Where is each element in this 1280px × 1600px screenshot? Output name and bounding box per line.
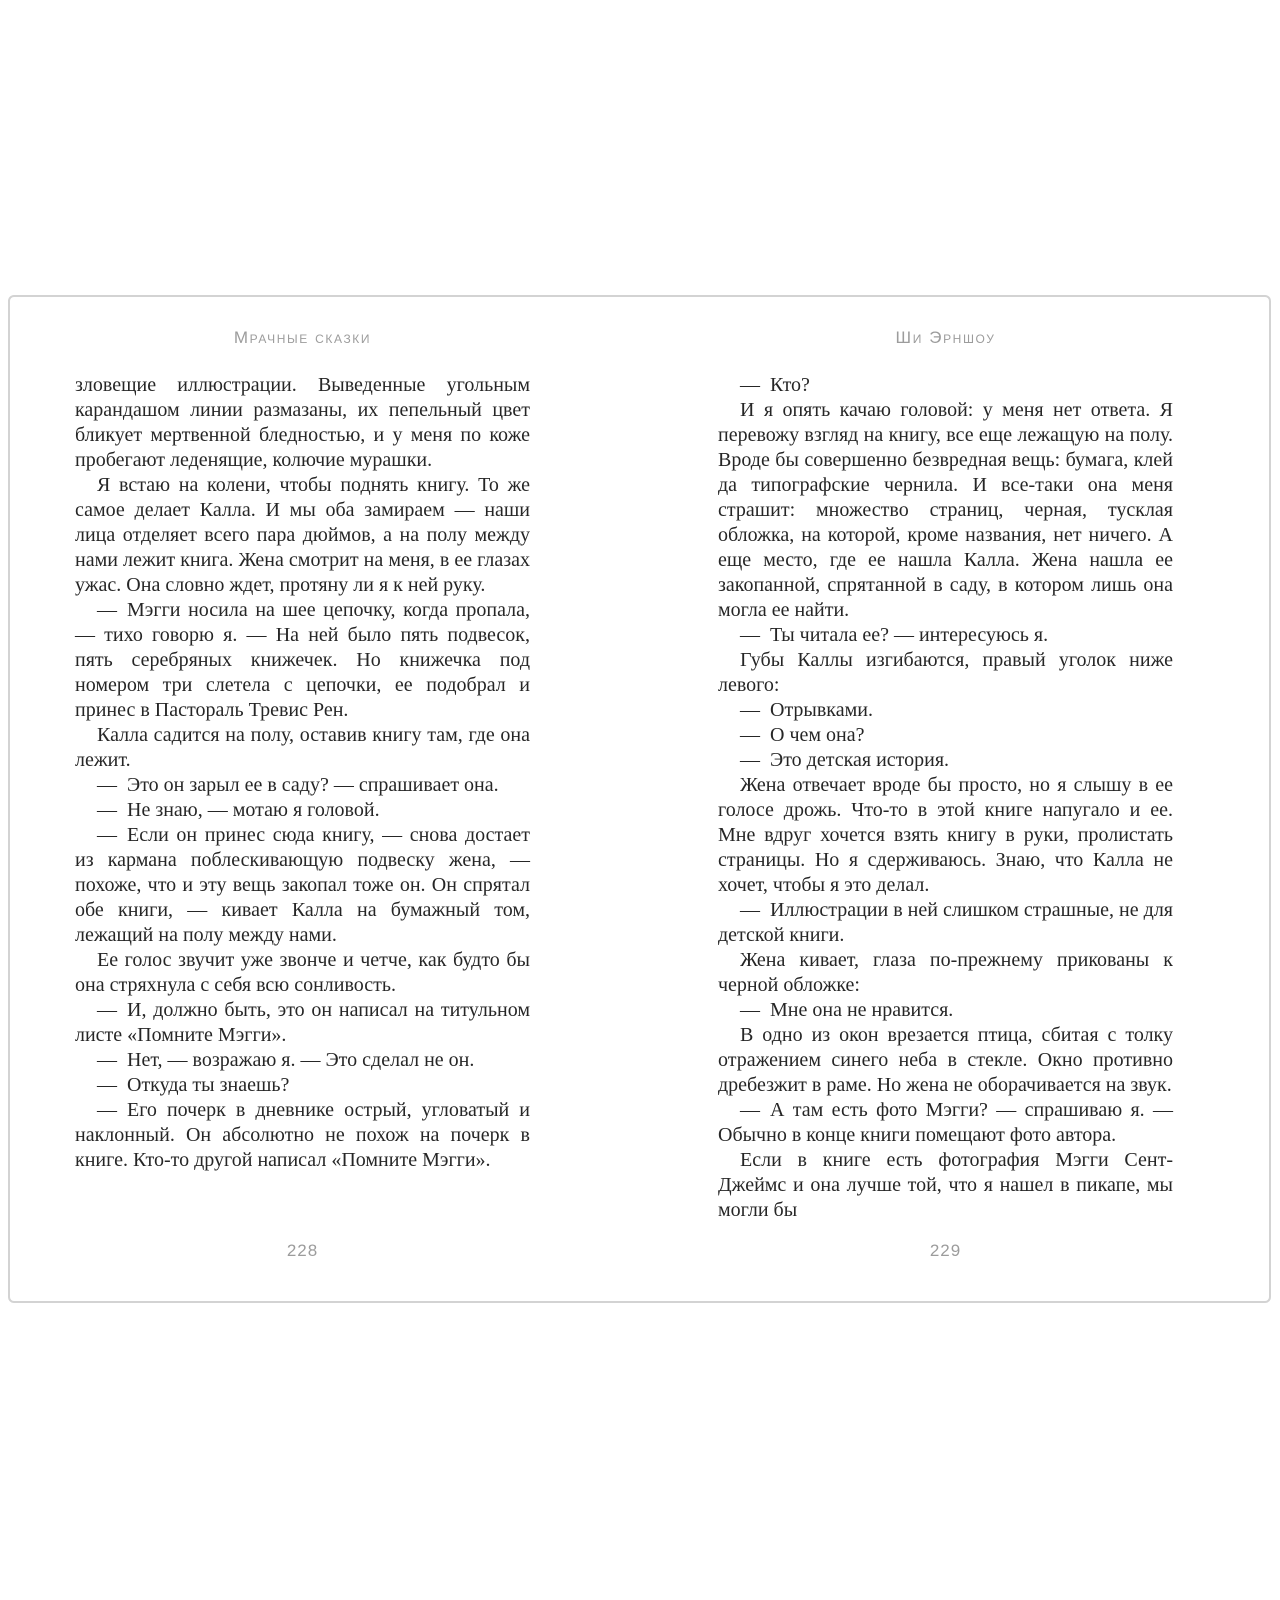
page-left xyxy=(75,297,530,1301)
paragraph: И я опять качаю головой: у меня нет ответа. Я перевожу взгляд на книгу, все еще лежащую на полу. Вроде бы совершенно безвредная вещь: бумага, клей да типографские чернила. И все-таки она меня страшит: множество страниц, черная, тусклая обложка, на которой, кроме названия, нет ничего. А еще место, где ее нашла Калла. Жена нашла ее закопанной, спрятанной в саду, в котором лишь она могла ее найти. xyxy=(718,399,1173,621)
paragraph: Жена кивает, глаза по-прежнему прикованы к черной обложке: xyxy=(718,949,1173,996)
paragraph: Губы Каллы изгибаются, правый уголок ниже левого: xyxy=(718,649,1173,696)
paragraph: Если в книге есть фотография Мэгги Сент-Джеймс и она лучше той, что я нашел в пикапе, мы могли бы xyxy=(718,1149,1173,1221)
paragraph: — Отрывками. xyxy=(740,699,873,721)
paragraph: — Мэгги носила на шее цепочку, когда пропала, — тихо говорю я. — На ней было пять подвесок, пять серебряных книжечек. Но книжечка под номером три слетела с цепочки, ее подобрал и принес в Пастораль Тревис Рен. xyxy=(75,599,530,721)
paragraph: — Если он принес сюда книгу, — снова достает из кармана поблескивающую подвеску жена, — похоже, что и эту вещь закопал тоже он. Он спрятал обе книги, — кивает Калла на бумажный том, лежащий на полу между нами. xyxy=(75,824,530,946)
paragraph: — А там есть фото Мэгги? — спрашиваю я. — Обычно в конце книги помещают фото автора. xyxy=(718,1099,1173,1146)
paragraph: — Ты читала ее? — интересуюсь я. xyxy=(740,624,1049,646)
paragraph: — Откуда ты знаешь? xyxy=(97,1074,290,1096)
paragraph: зловещие иллюстрации. Выведенные угольным карандашом линии размазаны, их пепельный цвет бликует мертвенной бледностью, и у меня по коже пробегают леденящие, колючие мурашки. xyxy=(75,374,530,471)
paragraph: — Нет, — возражаю я. — Это сделал не он. xyxy=(97,1049,475,1071)
page-text-left xyxy=(75,373,530,1173)
page-right xyxy=(718,297,1173,1301)
running-head-left: Мрачные сказки xyxy=(233,328,372,347)
paragraph: — Это он зарыл ее в саду? — спрашивает она. xyxy=(97,774,499,796)
paragraph: — Кто? xyxy=(740,374,810,396)
paragraph: — О чем она? xyxy=(740,724,865,746)
paragraph: — Иллюстрации в ней слишком страшные, не для детской книги. xyxy=(718,899,1173,946)
paragraph: — Мне она не нравится. xyxy=(740,999,954,1021)
paragraph: В одно из окон врезается птица, сбитая с толку отражением синего неба в стекле. Окно противно дребезжит в раме. Но жена не оборачивается на звук. xyxy=(718,1024,1173,1096)
paragraph: — Его почерк в дневнике острый, угловатый и наклонный. Он абсолютно не похож на почерк в книге. Кто-то другой написал «Помните Мэгги». xyxy=(75,1099,530,1171)
paragraph: Я встаю на колени, чтобы поднять книгу. То же самое делает Калла. И мы оба замираем — наши лица отделяет всего пара дюймов, а на полу между нами лежит книга. Жена смотрит на меня, в ее глазах ужас. Она словно ждет, протяну ли я к ней руку. xyxy=(75,474,530,596)
book-spread xyxy=(8,295,1271,1303)
paragraph: — И, должно быть, это он написал на титульном листе «Помните Мэгги». xyxy=(75,999,530,1046)
paragraph: Жена отвечает вроде бы просто, но я слышу в ее голосе дрожь. Что-то в этой книге напугало и ее. Мне вдруг хочется взять книгу в руки, пролистать страницы. Но я сдерживаюсь. Знаю, что Калла не хочет, чтобы я это делал. xyxy=(718,774,1173,896)
running-head-right: Ши Эрншоу xyxy=(895,328,996,347)
page-number-right: 229 xyxy=(929,1241,962,1260)
paragraph: Калла садится на полу, оставив книгу там, где она лежит. xyxy=(75,724,530,771)
page-number-left: 228 xyxy=(286,1241,319,1260)
paragraph: — Это детская история. xyxy=(740,749,950,771)
page-text-right xyxy=(718,373,1173,1223)
paragraph: Ее голос звучит уже звонче и четче, как будто бы она стряхнула с себя всю сонливость. xyxy=(75,949,530,996)
paragraph: — Не знаю, — мотаю я головой. xyxy=(97,799,380,821)
